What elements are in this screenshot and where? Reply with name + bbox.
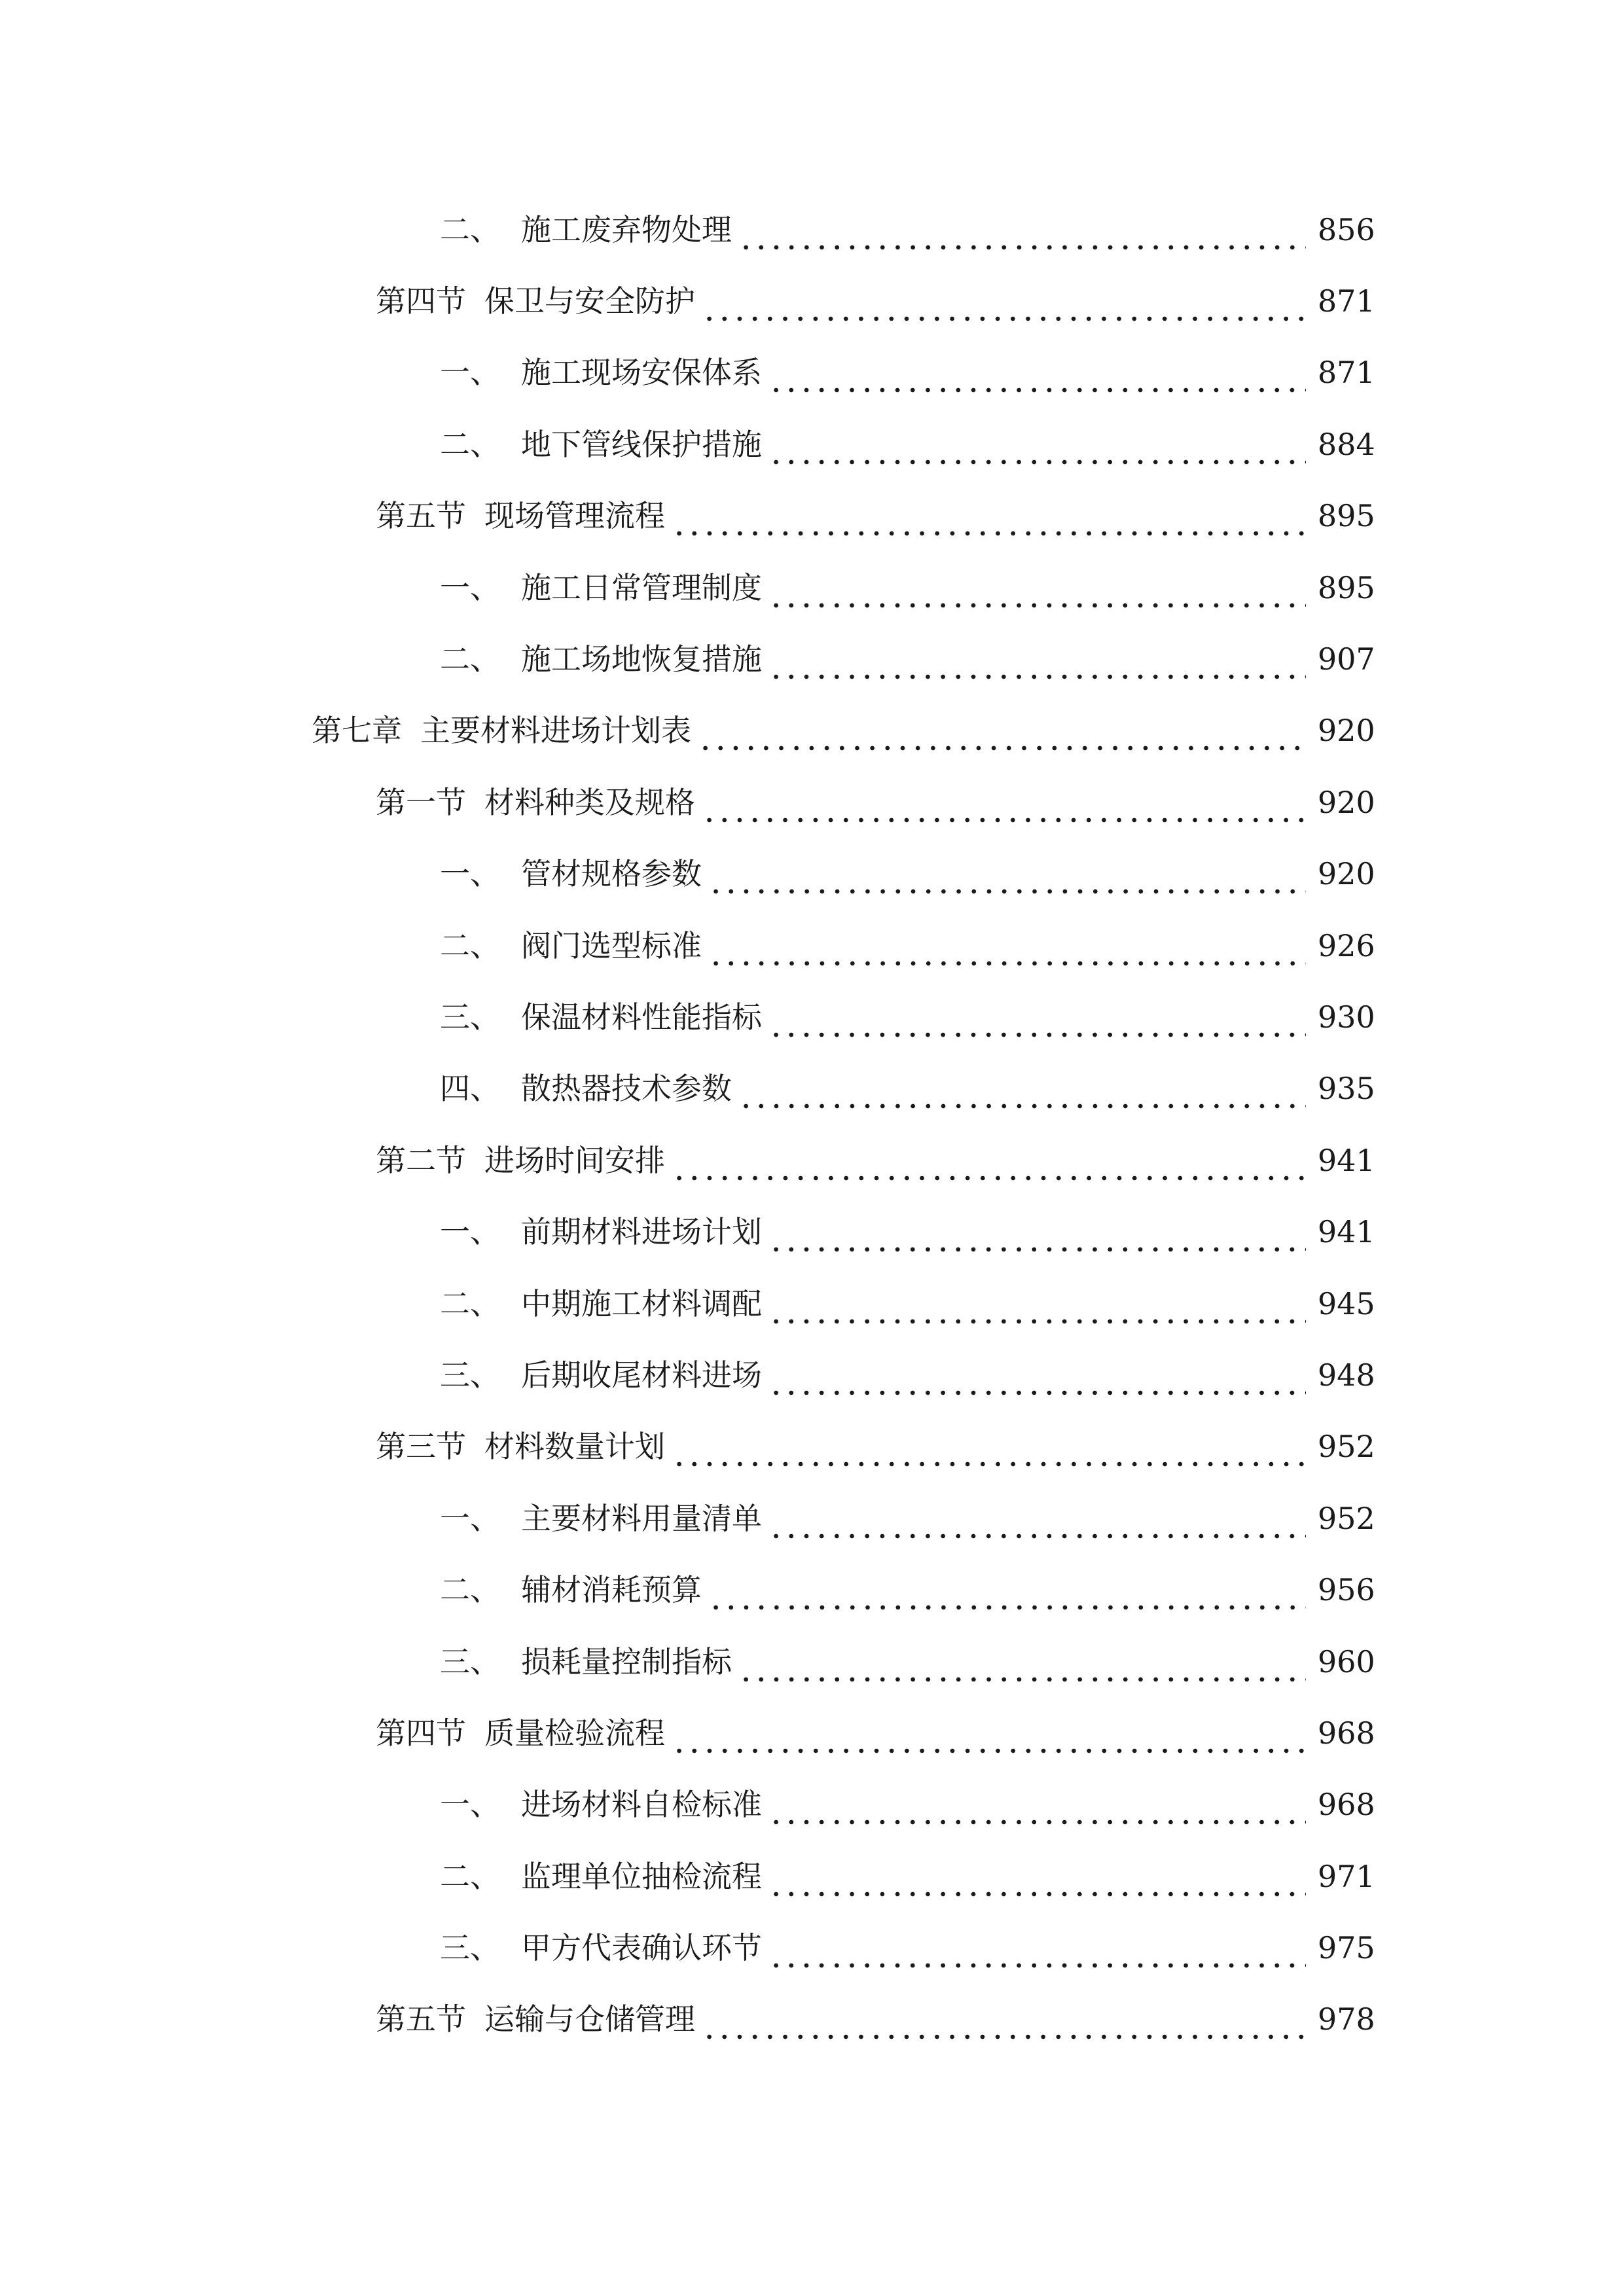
dot-leader (768, 1868, 1306, 1898)
entry-title: 保卫与安全防护 (484, 283, 695, 319)
toc-entry[interactable] (0, 1912, 1624, 1983)
entry-page-number: 952 (1318, 1500, 1375, 1536)
dot-leader (698, 722, 1306, 752)
toc-entry[interactable] (0, 265, 1624, 336)
entry-title: 损耗量控制指标 (521, 1643, 732, 1679)
entry-title: 施工废弃物处理 (521, 211, 732, 247)
entry-number: 第四节 (376, 1715, 466, 1751)
entry-title: 材料数量计划 (484, 1429, 665, 1465)
dot-leader (672, 1725, 1306, 1755)
entry-page-number: 884 (1318, 426, 1375, 462)
dot-leader (672, 1438, 1306, 1468)
entry-title: 主要材料进场计划表 (420, 713, 691, 749)
entry-page-number: 935 (1318, 1071, 1375, 1107)
entry-page-number: 920 (1318, 784, 1375, 820)
entry-page-number: 895 (1318, 569, 1375, 605)
toc-entry[interactable] (0, 1697, 1624, 1768)
entry-title: 地下管线保护措施 (521, 426, 762, 462)
entry-number: 二、 (440, 1285, 500, 1321)
entry-title: 运输与仓储管理 (484, 2001, 695, 2037)
dot-leader (702, 2011, 1306, 2041)
entry-page-number: 930 (1318, 999, 1375, 1035)
entry-title: 材料种类及规格 (484, 784, 695, 820)
entry-page-number: 956 (1318, 1572, 1375, 1608)
entry-title: 施工现场安保体系 (521, 355, 762, 391)
toc-entry[interactable] (0, 623, 1624, 694)
toc-entry[interactable] (0, 1554, 1624, 1625)
dot-leader (768, 651, 1306, 681)
toc-entry[interactable] (0, 766, 1624, 838)
toc-entry[interactable] (0, 695, 1624, 766)
toc-entry[interactable] (0, 1769, 1624, 1840)
entry-title: 主要材料用量清单 (521, 1500, 762, 1536)
entry-number: 二、 (440, 426, 500, 462)
entry-number: 第二节 (376, 1142, 466, 1178)
entry-number: 一、 (440, 1214, 500, 1250)
dot-leader (708, 937, 1306, 967)
toc-entry[interactable] (0, 1840, 1624, 1912)
dot-leader (738, 221, 1306, 251)
entry-title: 辅材消耗预算 (521, 1572, 702, 1608)
entry-page-number: 948 (1318, 1357, 1375, 1393)
toc-entry[interactable] (0, 1339, 1624, 1410)
dot-leader (768, 1510, 1306, 1540)
entry-title: 施工日常管理制度 (521, 569, 762, 605)
entry-number: 第一节 (376, 784, 466, 820)
dot-leader (768, 1009, 1306, 1039)
entry-title: 阀门选型标准 (521, 927, 702, 963)
toc-entry[interactable] (0, 838, 1624, 910)
toc-entry[interactable] (0, 408, 1624, 480)
toc-entry[interactable] (0, 1268, 1624, 1339)
dot-leader (702, 293, 1306, 323)
dot-leader (768, 1367, 1306, 1397)
entry-page-number: 952 (1318, 1429, 1375, 1465)
entry-page-number: 978 (1318, 2001, 1375, 2037)
entry-page-number: 920 (1318, 856, 1375, 892)
entry-number: 一、 (440, 856, 500, 892)
entry-page-number: 920 (1318, 713, 1375, 749)
entry-number: 第七章 (312, 713, 402, 749)
entry-number: 第四节 (376, 283, 466, 319)
entry-page-number: 926 (1318, 927, 1375, 963)
entry-title: 监理单位抽检流程 (521, 1858, 762, 1894)
entry-title: 甲方代表确认环节 (521, 1930, 762, 1966)
entry-title: 进场时间安排 (484, 1142, 665, 1178)
entry-page-number: 960 (1318, 1643, 1375, 1679)
entry-number: 三、 (440, 1357, 500, 1393)
toc-entry[interactable] (0, 1196, 1624, 1267)
entry-title: 管材规格参数 (521, 856, 702, 892)
entry-number: 第五节 (376, 2001, 466, 2037)
entry-title: 中期施工材料调配 (521, 1285, 762, 1321)
toc-entry[interactable] (0, 552, 1624, 623)
dot-leader (738, 1653, 1306, 1683)
dot-leader (702, 794, 1306, 824)
entry-title: 质量检验流程 (484, 1715, 665, 1751)
dot-leader (708, 1581, 1306, 1611)
entry-number: 二、 (440, 1572, 500, 1608)
toc-list (0, 194, 1624, 2055)
entry-page-number: 907 (1318, 641, 1375, 677)
entry-title: 散热器技术参数 (521, 1071, 732, 1107)
entry-page-number: 945 (1318, 1285, 1375, 1321)
entry-number: 四、 (440, 1071, 500, 1107)
entry-number: 三、 (440, 1643, 500, 1679)
entry-title: 保温材料性能指标 (521, 999, 762, 1035)
dot-leader (768, 1939, 1306, 1969)
toc-entry[interactable] (0, 1626, 1624, 1697)
entry-page-number: 856 (1318, 211, 1375, 247)
toc-entry[interactable] (0, 480, 1624, 552)
entry-title: 现场管理流程 (484, 498, 665, 534)
entry-page-number: 975 (1318, 1930, 1375, 1966)
entry-page-number: 871 (1318, 283, 1375, 319)
entry-title: 施工场地恢复措施 (521, 641, 762, 677)
entry-number: 三、 (440, 1930, 500, 1966)
entry-page-number: 941 (1318, 1142, 1375, 1178)
toc-entry[interactable] (0, 194, 1624, 265)
toc-entry[interactable] (0, 337, 1624, 408)
entry-number: 二、 (440, 211, 500, 247)
entry-page-number: 871 (1318, 355, 1375, 391)
dot-leader (768, 1295, 1306, 1325)
toc-entry[interactable] (0, 981, 1624, 1052)
toc-entry[interactable] (0, 1984, 1624, 2055)
dot-leader (768, 579, 1306, 609)
entry-number: 一、 (440, 1787, 500, 1823)
dot-leader (768, 1223, 1306, 1253)
entry-number: 一、 (440, 1500, 500, 1536)
toc-entry[interactable] (0, 1053, 1624, 1124)
entry-number: 第五节 (376, 498, 466, 534)
dot-leader (738, 1080, 1306, 1110)
entry-number: 二、 (440, 641, 500, 677)
dot-leader (768, 436, 1306, 466)
entry-number: 三、 (440, 999, 500, 1035)
entry-page-number: 968 (1318, 1715, 1375, 1751)
entry-title: 进场材料自检标准 (521, 1787, 762, 1823)
dot-leader (708, 865, 1306, 895)
entry-number: 第三节 (376, 1429, 466, 1465)
entry-page-number: 971 (1318, 1858, 1375, 1894)
entry-number: 一、 (440, 355, 500, 391)
entry-number: 二、 (440, 927, 500, 963)
entry-title: 后期收尾材料进场 (521, 1357, 762, 1393)
entry-page-number: 968 (1318, 1787, 1375, 1823)
toc-entry[interactable] (0, 910, 1624, 981)
dot-leader (768, 1796, 1306, 1826)
toc-entry[interactable] (0, 1482, 1624, 1554)
entry-page-number: 895 (1318, 498, 1375, 534)
toc-entry[interactable] (0, 1411, 1624, 1482)
dot-leader (672, 507, 1306, 537)
entry-page-number: 941 (1318, 1214, 1375, 1250)
dot-leader (672, 1152, 1306, 1182)
dot-leader (768, 364, 1306, 394)
entry-number: 二、 (440, 1858, 500, 1894)
entry-title: 前期材料进场计划 (521, 1214, 762, 1250)
toc-entry[interactable] (0, 1124, 1624, 1196)
entry-number: 一、 (440, 569, 500, 605)
